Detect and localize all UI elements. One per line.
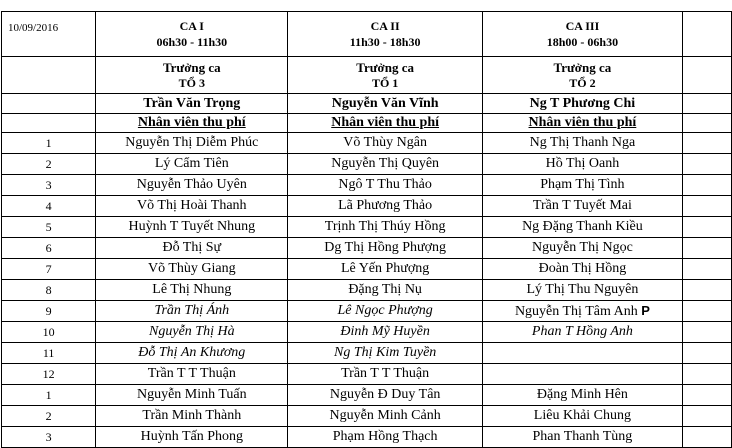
row-number: 5 bbox=[2, 217, 96, 238]
shift-2-staff: Võ Thùy Ngân bbox=[288, 133, 483, 154]
shift-3-staff bbox=[482, 364, 682, 385]
table-row bbox=[2, 385, 732, 406]
shift-1-staff: Huỳnh T Tuyết Nhung bbox=[96, 217, 288, 238]
staff-mark: P bbox=[641, 302, 650, 318]
shift-1-staff: Võ Thị Hoài Thanh bbox=[96, 196, 288, 217]
shift-2-staff: Nguyễn Minh Cảnh bbox=[288, 406, 483, 427]
staff-header-row bbox=[2, 114, 732, 133]
shift-3-staff: Nguyễn Thị Ngọc bbox=[482, 238, 682, 259]
shift-roster-table bbox=[1, 11, 732, 448]
table-row bbox=[2, 364, 732, 385]
row-number: 12 bbox=[2, 364, 96, 385]
shift-1-staff: Đỗ Thị Sự bbox=[96, 238, 288, 259]
extra-column-cell bbox=[682, 343, 731, 364]
shift-1-staff: Nguyễn Thị Diễm Phúc bbox=[96, 133, 288, 154]
extra-column-cell bbox=[682, 364, 731, 385]
row-number: 7 bbox=[2, 259, 96, 280]
extra-column-cell bbox=[682, 427, 731, 448]
shift-1-header bbox=[96, 12, 288, 57]
row-number: 11 bbox=[2, 343, 96, 364]
shift-3-staff: Liêu Khải Chung bbox=[482, 406, 682, 427]
table-row bbox=[2, 196, 732, 217]
shift-2-staff-label: Nhân viên thu phí bbox=[288, 114, 483, 133]
shift-3-staff: Trần T Tuyết Mai bbox=[482, 196, 682, 217]
extra-column-cell bbox=[682, 94, 731, 114]
shift-1-staff: Trần Thị Ánh bbox=[96, 301, 288, 322]
shift-3-staff: Lý Thị Thu Nguyên bbox=[482, 280, 682, 301]
shift-3-captain: Ng T Phương Chi bbox=[482, 94, 682, 114]
extra-column-cell bbox=[682, 133, 731, 154]
row-number: 1 bbox=[2, 385, 96, 406]
table-row bbox=[2, 133, 732, 154]
row-number: 9 bbox=[2, 301, 96, 322]
extra-column-cell bbox=[682, 175, 731, 196]
extra-column-cell bbox=[682, 259, 731, 280]
table-row bbox=[2, 301, 732, 322]
extra-column-cell bbox=[682, 301, 731, 322]
shift-2-team-name: TỔ 1 bbox=[371, 75, 399, 90]
row-number: 4 bbox=[2, 196, 96, 217]
shift-2-staff: Ng Thị Kim Tuyền bbox=[288, 343, 483, 364]
shift-3-staff bbox=[482, 343, 682, 364]
shift-1-time: 06h30 - 11h30 bbox=[156, 35, 228, 49]
shift-1-staff: Nguyễn Thảo Uyên bbox=[96, 175, 288, 196]
shift-1-team bbox=[96, 57, 288, 94]
table-row bbox=[2, 427, 732, 448]
shift-1-team-name: TỔ 3 bbox=[178, 75, 205, 90]
shift-3-staff: Phạm Thị Tình bbox=[482, 175, 682, 196]
captain-row bbox=[2, 94, 732, 114]
shift-2-staff: Dg Thị Hồng Phượng bbox=[288, 238, 483, 259]
shift-1-captain: Trần Văn Trọng bbox=[96, 94, 288, 114]
table-row bbox=[2, 259, 732, 280]
shift-3-staff: Đặng Minh Hên bbox=[482, 385, 682, 406]
row-number: 2 bbox=[2, 154, 96, 175]
shift-3-time: 18h00 - 06h30 bbox=[546, 35, 619, 49]
table-row bbox=[2, 343, 732, 364]
shift-3-staff: Phan Thanh Tùng bbox=[482, 427, 682, 448]
extra-column-cell bbox=[682, 280, 731, 301]
shift-1-staff: Lê Thị Nhung bbox=[96, 280, 288, 301]
blank-cell bbox=[2, 114, 96, 133]
extra-column-cell bbox=[682, 406, 731, 427]
extra-column-cell bbox=[682, 385, 731, 406]
row-number: 8 bbox=[2, 280, 96, 301]
table-row bbox=[2, 238, 732, 259]
shift-2-staff: Nguyễn Thị Quyên bbox=[288, 154, 483, 175]
shift-1-staff: Trần T T Thuận bbox=[96, 364, 288, 385]
shift-1-name: CA I bbox=[179, 19, 204, 33]
shift-3-staff: Nguyễn Thị Tâm Anh bbox=[514, 303, 638, 319]
shift-3-staff-label: Nhân viên thu phí bbox=[482, 114, 682, 133]
row-number: 3 bbox=[2, 175, 96, 196]
table-row bbox=[2, 322, 732, 343]
shift-2-staff: Trần T T Thuận bbox=[288, 364, 483, 385]
shift-3-team-name: TỔ 2 bbox=[569, 75, 596, 90]
shift-2-staff: Trịnh Thị Thúy Hồng bbox=[288, 217, 483, 238]
extra-column-cell bbox=[682, 154, 731, 175]
shift-2-captain: Nguyễn Văn Vĩnh bbox=[288, 94, 483, 114]
shift-1-staff: Nguyễn Thị Hà bbox=[96, 322, 288, 343]
shift-2-staff: Lê Ngọc Phượng bbox=[288, 301, 483, 322]
blank-cell bbox=[2, 94, 96, 114]
shift-1-staff: Nguyễn Minh Tuấn bbox=[96, 385, 288, 406]
shift-3-staff: Phan T Hồng Anh bbox=[482, 322, 682, 343]
shift-2-team bbox=[288, 57, 483, 94]
table-row bbox=[2, 406, 732, 427]
shift-2-lead-label: Trưởng ca bbox=[356, 59, 414, 75]
shift-3-staff: Ng Đặng Thanh Kiều bbox=[482, 217, 682, 238]
row-number: 2 bbox=[2, 406, 96, 427]
team-row bbox=[2, 57, 732, 94]
table-row bbox=[2, 217, 732, 238]
shift-1-staff-label: Nhân viên thu phí bbox=[96, 114, 288, 133]
shift-2-staff: Đặng Thị Nụ bbox=[288, 280, 483, 301]
shift-3-name: CA III bbox=[565, 19, 600, 33]
shift-1-staff: Trần Minh Thành bbox=[96, 406, 288, 427]
shift-1-staff: Lý Cẩm Tiên bbox=[96, 154, 288, 175]
blank-cell bbox=[2, 57, 96, 94]
shift-1-staff: Đỗ Thị An Khương bbox=[96, 343, 288, 364]
shift-2-staff: Lê Yến Phượng bbox=[288, 259, 483, 280]
extra-column-cell bbox=[682, 217, 731, 238]
extra-column-cell bbox=[682, 238, 731, 259]
shift-3-staff-cell bbox=[482, 301, 682, 322]
shift-1-staff: Võ Thùy Giang bbox=[96, 259, 288, 280]
shift-2-staff: Đinh Mỹ Huyền bbox=[288, 322, 483, 343]
row-number: 3 bbox=[2, 427, 96, 448]
extra-column-cell bbox=[682, 57, 731, 94]
table-row bbox=[2, 280, 732, 301]
extra-column-cell bbox=[682, 114, 731, 133]
table-row bbox=[2, 175, 732, 196]
shift-3-team bbox=[482, 57, 682, 94]
shift-2-staff: Lã Phương Thảo bbox=[288, 196, 483, 217]
shift-header-row bbox=[2, 12, 732, 57]
shift-2-time: 11h30 - 18h30 bbox=[349, 35, 421, 49]
row-number: 10 bbox=[2, 322, 96, 343]
shift-2-header bbox=[288, 12, 483, 57]
shift-3-staff: Hồ Thị Oanh bbox=[482, 154, 682, 175]
shift-1-staff: Huỳnh Tấn Phong bbox=[96, 427, 288, 448]
shift-3-header bbox=[482, 12, 682, 57]
shift-3-staff: Đoàn Thị Hồng bbox=[482, 259, 682, 280]
shift-3-lead-label: Trưởng ca bbox=[553, 59, 612, 75]
extra-column-cell bbox=[682, 12, 731, 57]
shift-2-staff: Nguyễn Đ Duy Tân bbox=[288, 385, 483, 406]
sheet-date: 10/09/2016 bbox=[2, 12, 96, 57]
extra-column-cell bbox=[682, 322, 731, 343]
shift-1-lead-label: Trưởng ca bbox=[162, 59, 221, 75]
row-number: 1 bbox=[2, 133, 96, 154]
shift-2-staff: Phạm Hồng Thạch bbox=[288, 427, 483, 448]
table-row bbox=[2, 154, 732, 175]
shift-2-name: CA II bbox=[370, 19, 400, 33]
shift-2-staff: Ngô T Thu Thảo bbox=[288, 175, 483, 196]
row-number: 6 bbox=[2, 238, 96, 259]
extra-column-cell bbox=[682, 196, 731, 217]
shift-3-staff: Ng Thị Thanh Nga bbox=[482, 133, 682, 154]
